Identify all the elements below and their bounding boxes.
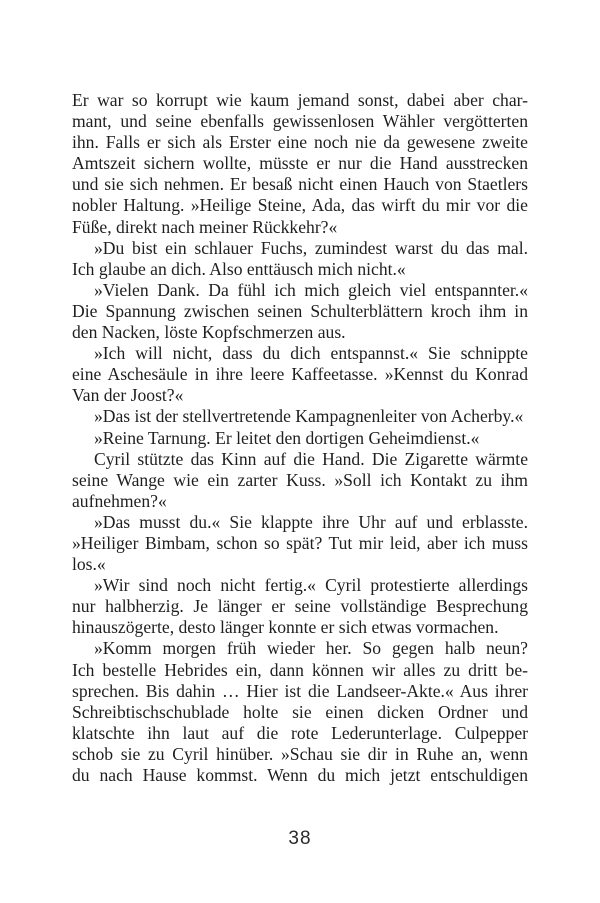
text-line: »Ich will nicht, dass du dich entspannst.« Sie schnippte — [94, 343, 528, 364]
text-line: Van der Joost?« — [72, 385, 184, 406]
text-line: Schreibtischschublade holte sie einen dicken Ordner und — [72, 701, 528, 722]
text-line: Cyril stützte das Kinn auf die Hand. Die Zigarette wärmte — [94, 448, 528, 469]
text-line: aufnehmen?« — [72, 490, 167, 511]
text-line: los.« — [72, 554, 106, 575]
text-line: »Das ist der stellvertretende Kampagnenleiter von Acherby.« — [94, 406, 524, 427]
page-number: 38 — [288, 828, 312, 849]
text-line: hinauszögerte, desto länger konnte er sich etwas vormachen. — [72, 617, 499, 638]
text-line: mant, und seine ebenfalls gewissenlosen Wähler vergötterten — [72, 111, 528, 132]
text-line: Ich glaube an dich. Also enttäusch mich nicht.« — [72, 258, 406, 279]
body-text — [72, 90, 528, 786]
text-line: schob sie zu Cyril hinüber. »Schau sie dir in Ruhe an, wenn — [72, 743, 528, 764]
text-line: »Heiliger Bimbam, schon so spät? Tut mir leid, aber ich muss — [72, 532, 528, 553]
text-line: Die Spannung zwischen seinen Schulterblättern kroch ihm in — [72, 300, 528, 321]
text-line: »Vielen Dank. Da fühl ich mich gleich viel entspannter.« — [94, 279, 528, 300]
text-line: und sie sich nehmen. Er besaß nicht einen Hauch von Staetlers — [72, 174, 528, 195]
text-line: »Komm morgen früh wieder her. So gegen halb neun? — [94, 638, 528, 659]
text-line: klatschte ihn laut auf die rote Lederunterlage. Culpepper — [72, 722, 528, 743]
text-line: nur halbherzig. Je länger er seine vollständige Besprechung — [72, 596, 528, 617]
text-line: nobler Haltung. »Heilige Steine, Ada, das wirft du mir vor die — [72, 195, 528, 216]
text-line: »Das musst du.« Sie klappte ihre Uhr auf und erblasste. — [94, 511, 528, 532]
text-line: Er war so korrupt wie kaum jemand sonst, dabei aber char- — [72, 90, 528, 110]
text-line: eine Aschesäule in ihre leere Kaffeetasse. »Kennst du Konrad — [72, 364, 528, 385]
text-line: Füße, direkt nach meiner Rückkehr?« — [72, 216, 338, 237]
text-line: »Du bist ein schlauer Fuchs, zumindest warst du das mal. — [94, 237, 528, 258]
text-line: Amtszeit sichern wollte, müsste er nur die Hand ausstrecken — [72, 153, 528, 174]
text-line: du nach Hause kommst. Wenn du mich jetzt entschuldigen — [72, 765, 528, 785]
text-line: seine Wange wie ein zarter Kuss. »Soll ich Kontakt zu ihm — [72, 469, 528, 490]
text-line: sprechen. Bis dahin … Hier ist die Landseer-Akte.« Aus ihrer — [72, 680, 528, 701]
text-line: ihn. Falls er sich als Erster eine noch nie da gewesene zweite — [72, 132, 528, 153]
text-line: »Reine Tarnung. Er leitet den dortigen Geheimdienst.« — [94, 427, 480, 448]
text-line: Ich bestelle Hebrides ein, dann können wir alles zu dritt be- — [72, 659, 528, 680]
text-line: den Nacken, löste Kopfschmerzen aus. — [72, 322, 346, 343]
text-line: »Wir sind noch nicht fertig.« Cyril protestierte allerdings — [94, 575, 528, 596]
